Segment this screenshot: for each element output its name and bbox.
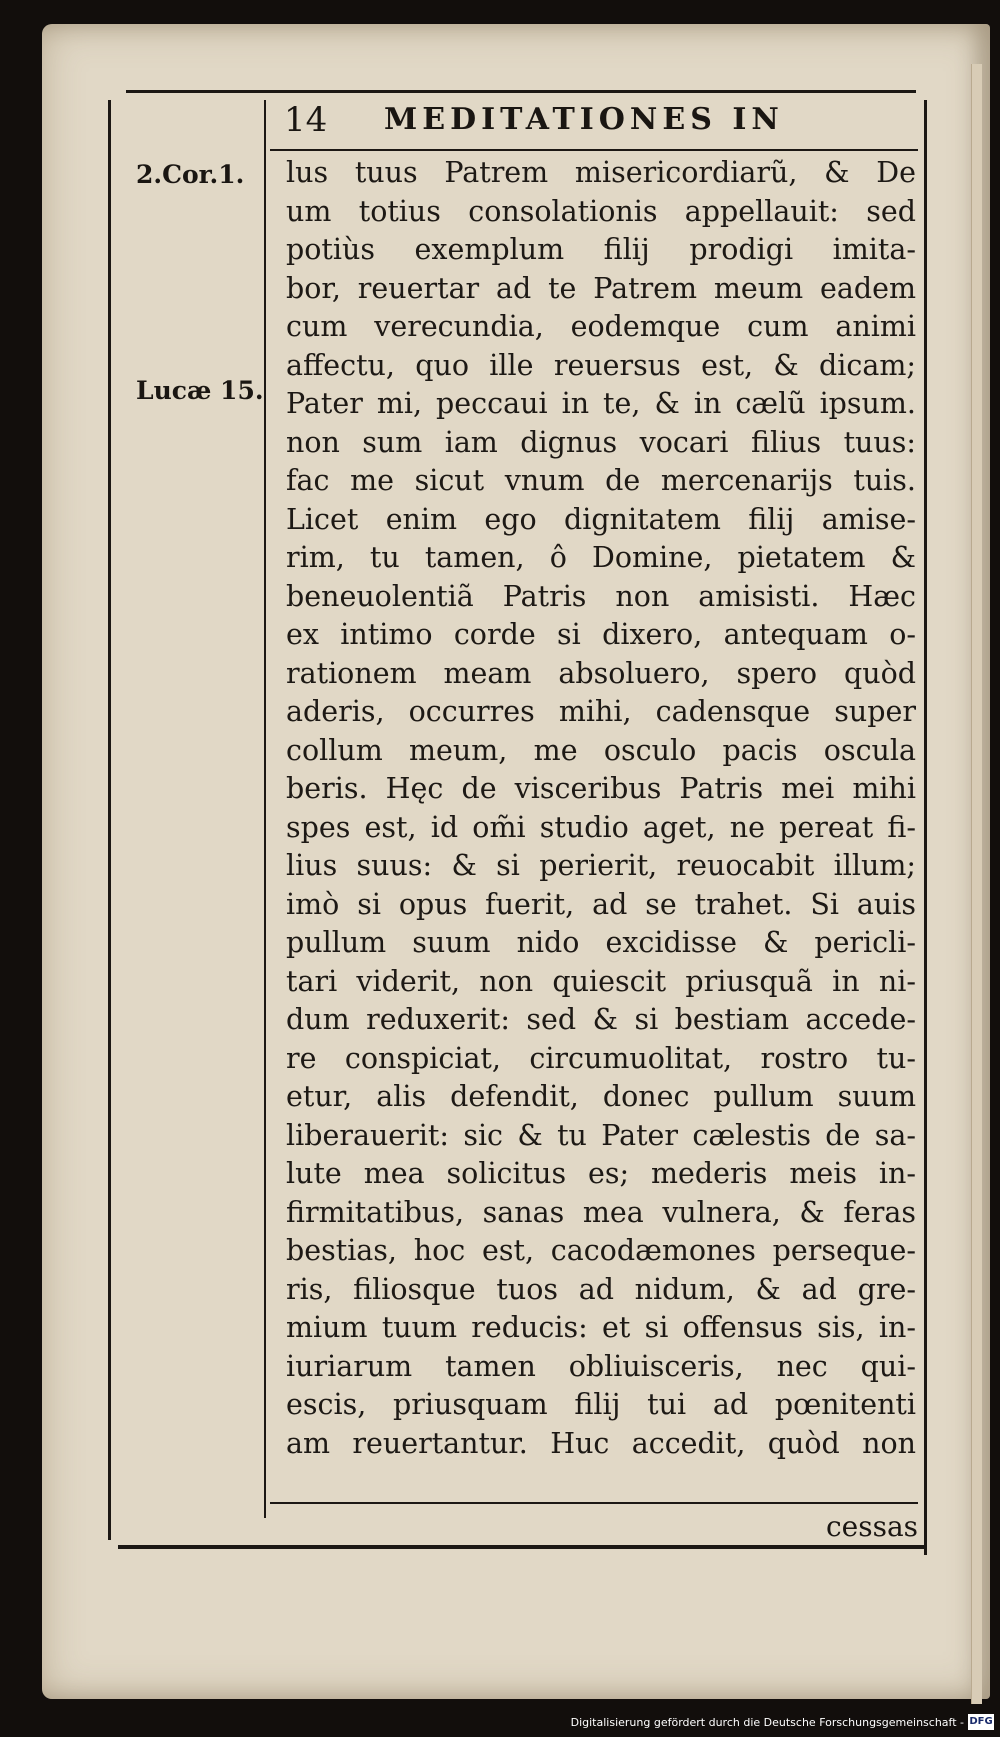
text-line: beris. Hęc de visceribus Patris mei mihi (286, 772, 916, 805)
page-number: 14 (284, 100, 328, 140)
text-line: escis, priusquam filij tui ad pœnitenti (286, 1388, 916, 1421)
footer-rule (270, 1502, 918, 1504)
text-line: bestias, hoc est, cacodæmones perseque- (286, 1234, 916, 1267)
text-line: beneuolentiã Patris non amisisti. Hæc (286, 579, 916, 613)
catchword: cessas (826, 1510, 919, 1543)
text-line: imò si opus fuerit, ad se trahet. Si auis (286, 887, 916, 921)
text-line: iuriarum tamen obliuisceris, nec qui- (286, 1349, 916, 1383)
text-line: pullum suum nido excidisse & pericli- (286, 926, 916, 959)
text-line: am reuertantur. Huc accedit, quòd non (286, 1426, 916, 1460)
text-line: etur, alis defendit, donec pullum suum (286, 1080, 916, 1113)
text-line: Licet enim ego dignitatem filij amise- (286, 502, 916, 536)
text-line: lute mea solicitus es; mederis meis in- (286, 1157, 916, 1190)
text-line: liberauerit: sic & tu Pater cælestis de sa- (286, 1118, 916, 1152)
text-line: non sum iam dignus vocari filius tuus: (286, 425, 916, 459)
header-rule (270, 149, 918, 151)
page-edge (971, 64, 982, 1704)
text-line: spes est, id om̃i studio aget, ne pereat fi- (286, 810, 916, 844)
margin-divider-rule (264, 100, 266, 1518)
dfg-logo: DFG (968, 1714, 994, 1730)
text-line: mium tuum reducis: et si offensus sis, in- (286, 1311, 916, 1344)
margin-note-lucae: Lucæ 15. (136, 376, 264, 405)
text-line: rim, tu tamen, ô Domine, pietatem & (286, 541, 916, 574)
text-line: ex intimo corde si dixero, antequam o- (286, 618, 916, 651)
text-line: potiùs exemplum filij prodigi imita- (286, 233, 916, 266)
text-line: lus tuus Patrem misericordiarũ, & De (286, 156, 916, 189)
text-line: re conspiciat, circumuolitat, rostro tu- (286, 1041, 916, 1075)
text-line: lius suus: & si perierit, reuocabit illum; (286, 849, 916, 882)
text-line: tari viderit, non quiescit priusquã in ni- (286, 964, 916, 998)
right-border-rule (924, 100, 927, 1555)
text-line: um totius consolationis appellauit: sed (286, 194, 916, 228)
body-text (286, 154, 916, 1463)
running-head: MEDITATIONES IN (384, 102, 784, 137)
text-line: dum reduxerit: sed & si bestiam accede- (286, 1003, 916, 1036)
digitization-credit: Digitalisierung gefördert durch die Deutsche Forschungsgemeinschaft - (570, 1716, 964, 1729)
page-header (276, 96, 926, 148)
text-line: bor, reuertar ad te Patrem meum eadem (286, 271, 916, 305)
text-line: cum verecundia, eodemque cum animi (286, 310, 916, 343)
left-border-rule (108, 100, 111, 1540)
text-line: Pater mi, peccaui in te, & in cælũ ipsum. (286, 387, 916, 420)
text-line: collum meum, me osculo pacis oscula (286, 733, 916, 767)
text-line: aderis, occurres mihi, cadensque super (286, 695, 916, 728)
top-rule (126, 90, 916, 93)
text-line: firmitatibus, sanas mea vulnera, & feras (286, 1195, 916, 1229)
text-line: affectu, quo ille reuersus est, & dicam; (286, 348, 916, 382)
margin-note-2cor: 2.Cor.1. (136, 160, 245, 189)
text-line: rationem meam absoluero, spero quòd (286, 656, 916, 690)
bottom-rule (118, 1545, 924, 1549)
text-line: fac me sicut vnum de mercenarijs tuis. (286, 464, 916, 497)
text-line: ris, filiosque tuos ad nidum, & ad gre- (286, 1272, 916, 1306)
